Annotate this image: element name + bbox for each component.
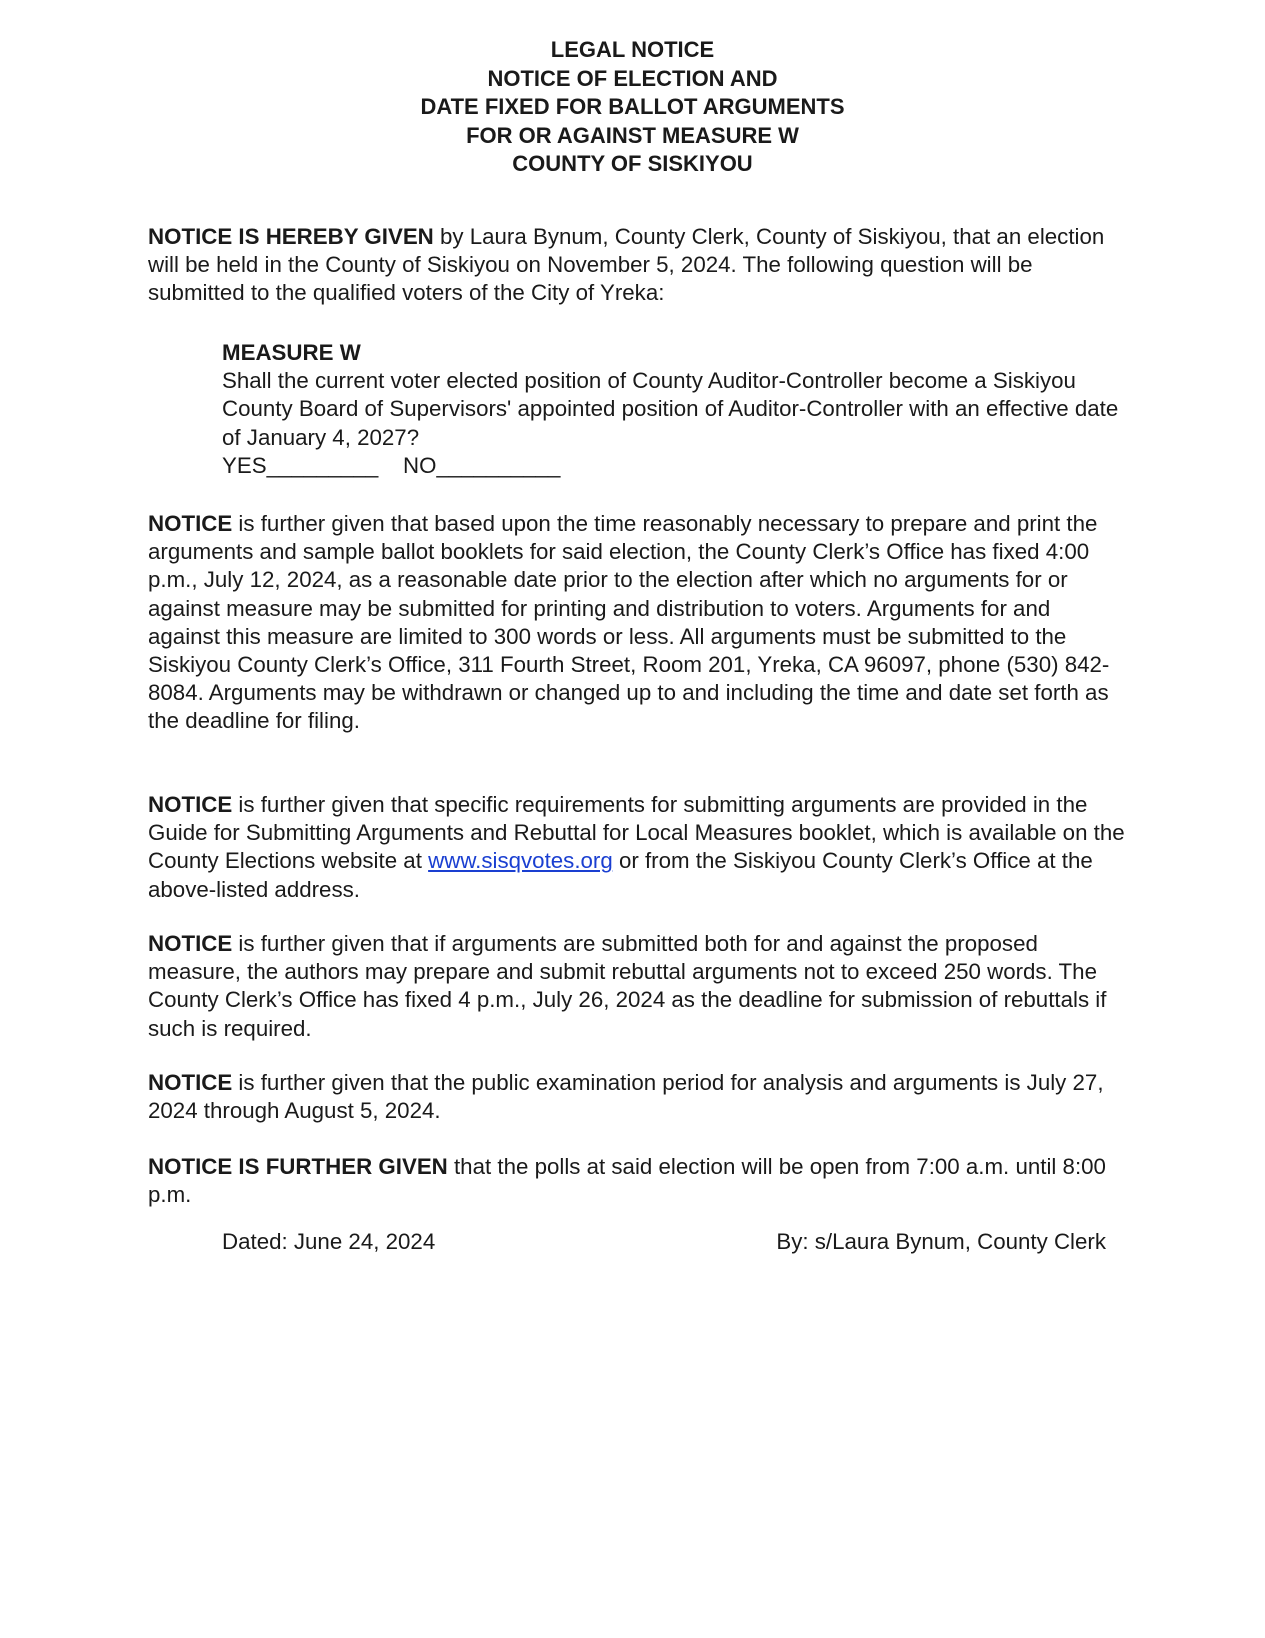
notice4-lead: NOTICE — [148, 1070, 233, 1095]
notice2-text-after: or from the Siskiyou County Clerk’s Office at the above-listed address. — [148, 848, 1093, 902]
notice-examination-period — [148, 1069, 1128, 1125]
notice5-text: that the polls at said election will be open from 7:00 a.m. until 8:00 p.m. — [148, 1154, 1106, 1208]
notice-rebuttals — [148, 930, 1128, 1043]
notice1-text: is further given that based upon the time reasonably necessary to prepare and print the arguments and sample ballot booklets for said election, the County Clerk’s Office has fixed 4:00 p.m., July 12, 2024, as a reasonable date prior to the election after which no arguments for or against measure may be submitted for printing and distribution to voters. Arguments for and against this measure are limited to 300 words or less. All arguments must be submitted to the Siskiyou County Clerk’s Office, 311 Fourth Street, Room 201, Yreka, CA 96097, phone (530) 842-8084. Arguments may be withdrawn or changed up to and including the time and date set forth as the deadline for filing. — [148, 511, 1110, 734]
notice4-text: is further given that the public examination period for analysis and arguments is July 27, 2024 through August 5, 2024. — [148, 1070, 1104, 1124]
measure-title: MEASURE W — [222, 340, 361, 365]
intro-lead: NOTICE IS HEREBY GIVEN — [148, 224, 434, 249]
notice-title-block — [0, 36, 1265, 179]
notice-arguments-deadline — [148, 510, 1128, 736]
title-date-fixed: DATE FIXED FOR BALLOT ARGUMENTS — [420, 94, 845, 119]
notice3-text: is further given that if arguments are submitted both for and against the proposed measure, the authors may prepare and submit rebuttal arguments not to exceed 250 words. The County Clerk’s Office has fixed 4 p.m., July 26, 2024 as the deadline for submission of rebuttals if such is required. — [148, 931, 1107, 1041]
notice1-lead: NOTICE — [148, 511, 233, 536]
intro-text: by Laura Bynum, County Clerk, County of Siskiyou, that an election will be held in the County of Siskiyou on November 5, 2024. The following question will be submitted to the qualified voters of the City of Yreka: — [148, 224, 1105, 306]
measure-question: Shall the current voter elected position of County Auditor-Controller become a Siskiyou County Board of Supervisors' appointed position of Auditor-Controller with an effective date of January 4, 2027? — [222, 368, 1119, 450]
dated-line: Dated: June 24, 2024 — [222, 1229, 436, 1254]
signature-row — [222, 1228, 1106, 1256]
title-legal-notice: LEGAL NOTICE — [550, 37, 715, 62]
notice2-text-before: is further given that specific requirements for submitting arguments are provided in the Guide for Submitting Arguments and Rebuttal for Local Measures booklet, which is available on the County Elections website at — [148, 792, 1125, 874]
notice-requirements — [148, 791, 1128, 904]
signed-by-line: By: s/Laura Bynum, County Clerk — [776, 1229, 1106, 1254]
notice-poll-hours — [148, 1153, 1128, 1209]
notice3-lead: NOTICE — [148, 931, 233, 956]
elections-website-link[interactable]: www.sisqvotes.org — [428, 848, 613, 874]
notice2-lead: NOTICE — [148, 792, 233, 817]
measure-block — [222, 339, 1122, 480]
title-measure-w: FOR OR AGAINST MEASURE W — [466, 122, 799, 148]
title-county: COUNTY OF SISKIYOU — [512, 151, 753, 176]
vote-line: YES_________ NO__________ — [222, 452, 561, 478]
title-notice-of-election: NOTICE OF ELECTION AND — [487, 65, 778, 91]
intro-paragraph — [148, 223, 1128, 308]
notice5-lead: NOTICE IS FURTHER GIVEN — [148, 1154, 448, 1179]
